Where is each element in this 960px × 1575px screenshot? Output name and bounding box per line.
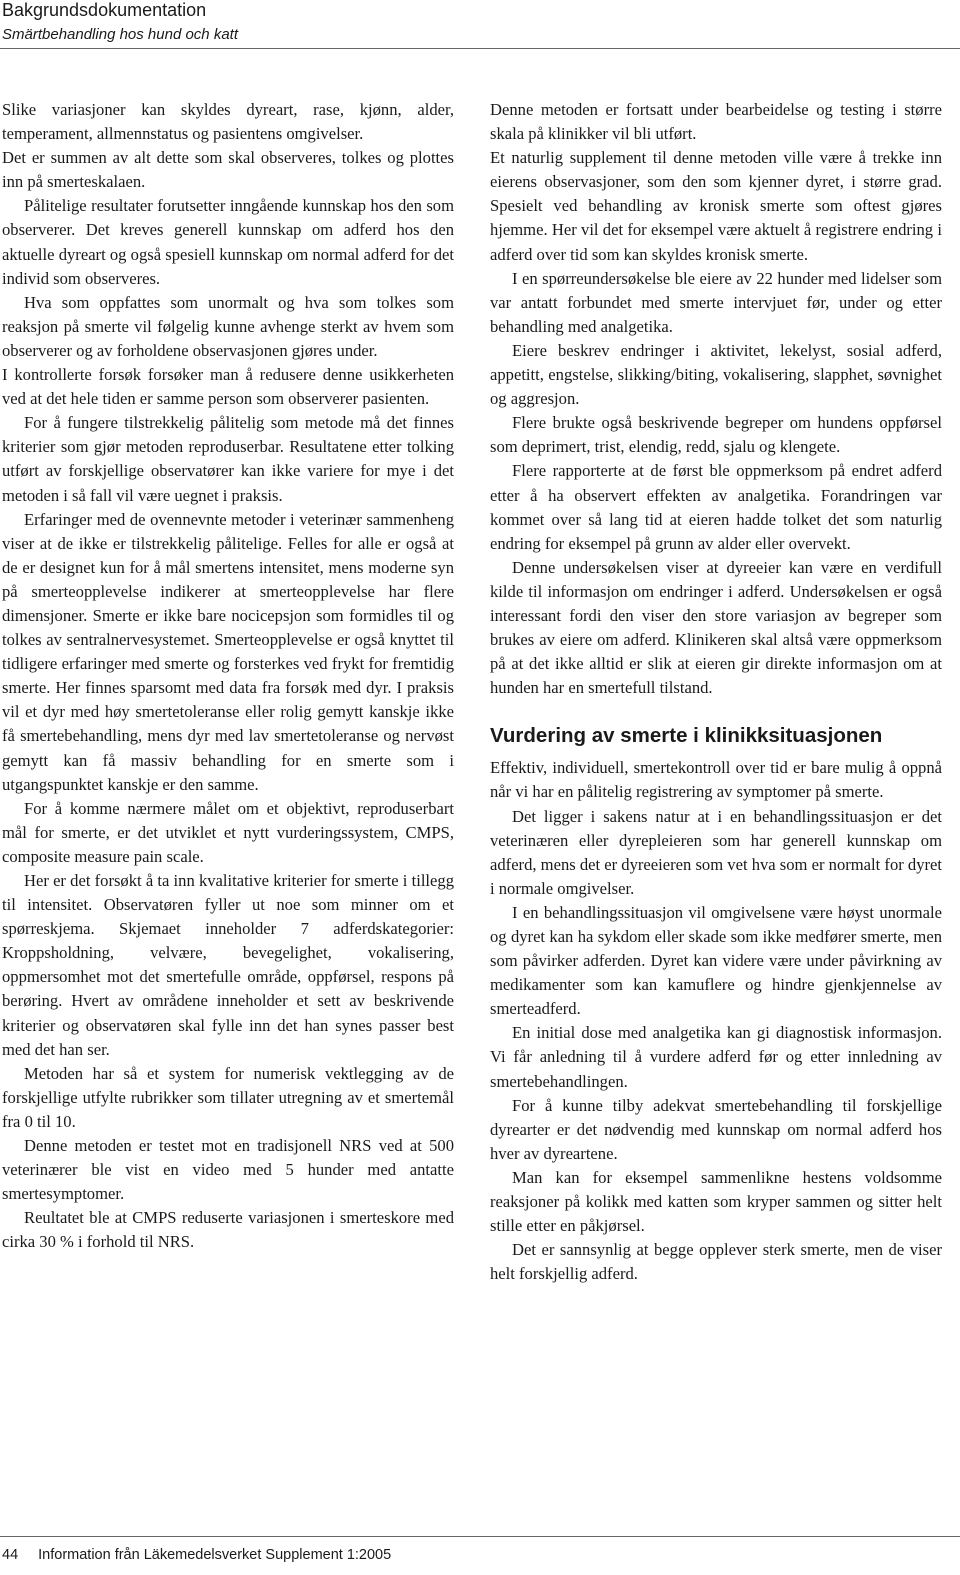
body-paragraph: Et naturlig supplement til denne metoden ville være å trekke inn eierens observasjoner, som den som kjenner dyret, i større grad. Spesielt ved behandling av kronisk smerte som oftest gjøres hjemme. Her vil det for eksempel være aktuelt å registrere endring i adferd over tid som kan skyldes kronisk smerte. [490,148,942,264]
body-paragraph: For å kunne tilby adekvat smertebehandling til forskjellige dyrearter er det nødvendig med kunnskap om normal adferd hos hver av dyreartene. [490,1095,942,1163]
body-paragraph: Effektiv, individuell, smertekontroll over tid er bare mulig å oppnå når vi har en pålitelig registrering av symptomer på smerte. [490,758,942,802]
publication-name: Information från Läkemedelsverket Supplement 1:2005 [38,1547,392,1563]
body-paragraph: Hva som oppfattes som unormalt og hva som tolkes som reaksjon på smerte vil følgelig kunne avhenge sterkt av hvem som observerer og av forholdene observasjonen gjøres under. [2,292,454,360]
body-paragraph: Det er sannsynlig at begge opplever sterk smerte, men de viser helt forskjellig adferd. [490,1240,942,1284]
body-paragraph: Metoden har så et system for numerisk vektlegging av de forskjellige utfylte rubrikker som tillater utregning av et smertemål fra 0 til 10. [2,1063,454,1131]
body-paragraph: For å komme nærmere målet om et objektivt, reproduserbart mål for smerte, er det utviklet et nytt vurderingssystem, CMPS, composite measure pain scale. [2,798,454,866]
body-paragraph: Denne undersøkelsen viser at dyreeier kan være en verdifull kilde til informasjon om endringer i adferd. Undersøkelsen er også interessant fordi den viser den store variasjon av begreper som brukes av eiere om adferd. Klinikeren skal altså være oppmerksom på at det ikke alltid er slik at eieren gir direkte informasjon om at hunden har en smertefull tilstand. [490,557,942,698]
page-footer [2,1546,391,1564]
right-column [490,98,942,1286]
footer-divider [0,1536,960,1537]
body-paragraph: For å fungere tilstrekkelig pålitelig som metode må det finnes kriterier som gjør metoden reproduserbar. Resultatene etter tolking utført av forskjellige observatører kan ikke variere for mye i det metoden i så fall vil være uegnet i praksis. [2,413,454,505]
body-paragraph: Flere rapporterte at de først ble oppmerksom på endret adferd etter å ha observert effekten av analgetika. Forandringen var kommet over så lang tid at eieren hadde tolket det som naturlig endring for eksempel på grunn av alder eller overvekt. [490,461,942,553]
body-paragraph: Det er summen av alt dette som skal observeres, tolkes og plottes inn på smerteskalaen. [2,148,454,192]
body-paragraph: Man kan for eksempel sammenlikne hestens voldsomme reaksjoner på kolikk med katten som kryper sammen og sitter helt stille etter en påkjørsel. [490,1167,942,1236]
body-paragraph: Her er det forsøkt å ta inn kvalitative kriterier for smerte i tillegg til intensitet. Observatøren fyller ut noe som minner om et spørreskjema. Skjemaet inneholder 7 adferdskategorier: Kroppsholdning, velvære, bevegelighet, vokalisering, oppmersomhet mot det smertefulle område, oppførsel, respons på berøring. Hvert av områdene inneholder et sett av beskrivende kriterier og observatøren skal fylle inn det han synes passer best med det han ser. [2,871,454,1059]
body-paragraph: I kontrollerte forsøk forsøker man å redusere denne usikkerheten ved at det hele tiden er samme person som observerer pasienten. [2,365,454,409]
body-paragraph: Denne metoden er testet mot en tradisjonell NRS ved at 500 veterinærer ble vist en video med 5 hunder med antatte smertesymptomer. [2,1136,454,1204]
body-paragraph: En initial dose med analgetika kan gi diagnostisk informasjon. Vi får anledning til å vurdere adferd før og etter innledning av smertebehandlingen. [490,1023,942,1091]
body-paragraph: I en spørreundersøkelse ble eiere av 22 hunder med lidelser som var antatt forbundet med smerte intervjuet før, under og etter behandling med analgetika. [490,268,942,336]
body-paragraph: Flere brukte også beskrivende begreper om hundens oppførsel som deprimert, trist, elendig, redd, sjalu og klengete. [490,413,942,457]
body-paragraph: Eiere beskrev endringer i aktivitet, lekelyst, sosial adferd, appetitt, engstelse, slikking/biting, vokalisering, slapphet, søvnighet og aggresjon. [490,340,942,409]
document-subtitle: Smärtbehandling hos hund och katt [2,26,238,43]
body-paragraph: Det ligger i sakens natur at i en behandlingssituasjon er det veterinæren eller dyrepleieren som har generell kunnskap om adferd, mens det er dyreeieren som vet hva som er normalt for dyret i normale omgivelser. [490,806,943,898]
body-paragraph: I en behandlingssituasjon vil omgivelsene være høyst unormale og dyret kan ha sykdom eller skade som ikke medfører smerte, men som påvirker adferden. Dyret kan videre være under påvirkning av medikamenter som kan kamuflere og hindre gjenkjennelse av smerteadferd. [490,902,942,1019]
body-paragraph: Erfaringer med de ovennevnte metoder i veterinær sammenheng viser at de ikke er tilstrekkelig pålitelige. Felles for alle er også at de er designet kun for å mål smertens intensitet, mens moderne syn på smerteopplevelse indikerer at smerteopplevelse har flere dimensjoner. Smerte er ikke bare nocicepsjon som formidles til og tolkes av sentralnervesystemet. Smerteopplevelse er også knyttet til tidligere erfaringer med smerte og forsterkes ved frykt for fremtidig smerte. Her finnes sparsomt med data fra forsøk med dyr. I praksis vil et dyr med høy smertetoleranse eller rolig gemytt kanskje ikke få smertebehandling, mens dyr med lav smertetoleranse og nervøst gemytt kan få massiv behandling for en smerte som i utgangspunktet kanskje er den samme. [2,509,454,794]
document-title: Bakgrundsdokumentation [2,0,207,20]
body-paragraph: Reultatet ble at CMPS reduserte variasjonen i smerteskore med cirka 30 % i forhold til NRS. [2,1208,454,1252]
left-column [2,98,454,1255]
body-paragraph: Denne metoden er fortsatt under bearbeidelse og testing i større skala på klinikker vil bli utført. [490,100,942,144]
page-number: 44 [2,1547,19,1563]
page-header [0,0,960,52]
body-paragraph: Pålitelige resultater forutsetter inngående kunnskap hos den som observerer. Det kreves generell kunnskap om adferd hos den aktuelle dyreart og også spesiell kunnskap om normal adferd for det individ som observeres. [2,196,454,288]
section-heading: Vurdering av smerte i klinikksituasjonen [490,724,883,748]
body-paragraph: Slike variasjoner kan skyldes dyreart, rase, kjønn, alder, temperament, allmennstatus og pasientens omgivelser. [2,100,454,144]
header-divider [0,48,960,49]
